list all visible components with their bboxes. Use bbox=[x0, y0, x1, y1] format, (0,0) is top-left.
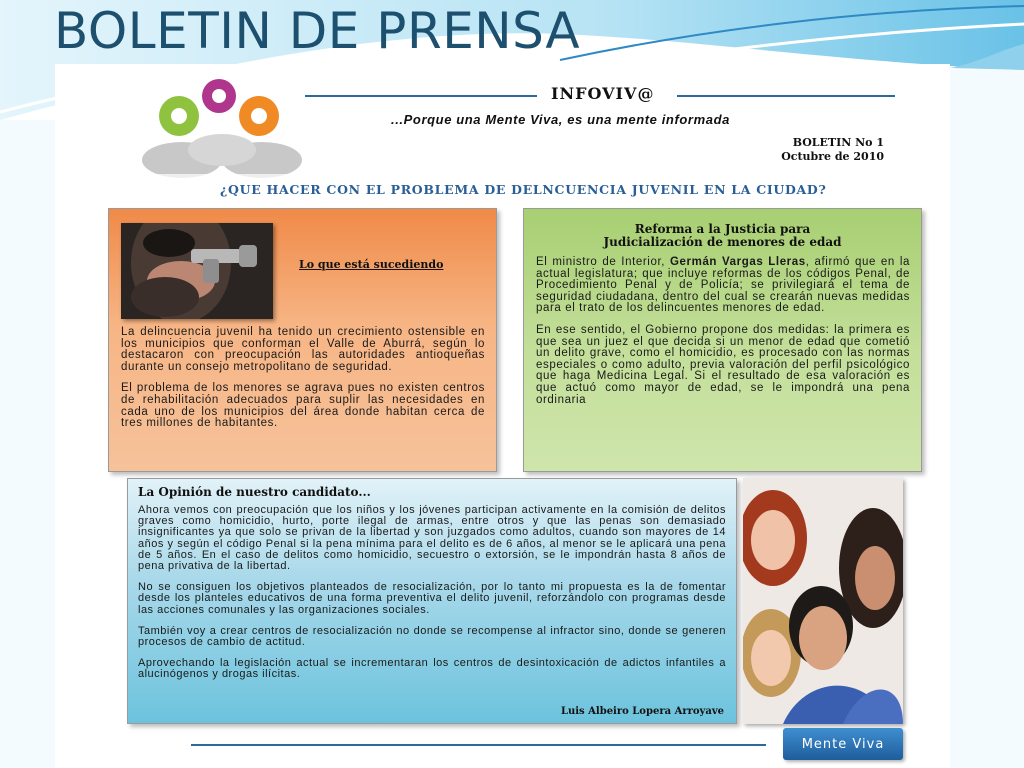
green-article-box bbox=[523, 208, 922, 472]
footer-rule bbox=[191, 744, 766, 746]
newsletter-page bbox=[55, 64, 950, 768]
green-body bbox=[536, 257, 910, 406]
opinion-paragraph-4: Aprovechando la legislación actual se incrementaran los centros de desintoxicación de adictos infantiles a alucinógenos y drogas ilícitas. bbox=[138, 657, 726, 681]
candidate-signature: Luis Albeiro Lopera Arroyave bbox=[560, 706, 724, 717]
orange-article-box bbox=[108, 208, 497, 472]
green-p1-start: El ministro de Interior, bbox=[536, 256, 670, 268]
infoviva-logo bbox=[127, 78, 317, 188]
header-rule-right bbox=[677, 95, 895, 97]
green-title-line-1: Reforma a la Justicia para bbox=[634, 222, 811, 236]
issue-number: BOLETIN No 1 bbox=[792, 136, 884, 149]
green-title bbox=[524, 223, 921, 249]
gun-photo bbox=[121, 223, 273, 319]
slide-title: BOLETIN DE PRENSA bbox=[54, 2, 581, 60]
candidate-opinion-box bbox=[127, 478, 737, 724]
mente-viva-badge: Mente Viva bbox=[783, 728, 903, 760]
orange-body bbox=[121, 327, 485, 430]
minister-name: Germán Vargas Lleras bbox=[670, 256, 806, 268]
orange-paragraph-1: La delincuencia juvenil ha tenido un crecimiento ostensible en los municipios que conforman el Valle de Aburrá, según lo destacaron con preocupación las autoridades antioqueñas durante un consejo metropolitano de seguridad. bbox=[121, 326, 485, 373]
issue-date: Octubre de 2010 bbox=[781, 150, 884, 163]
green-title-line-2: Judicialización de menores de edad bbox=[603, 235, 842, 249]
candidate-opinion-title: La Opinión de nuestro candidato... bbox=[138, 485, 371, 499]
green-paragraph-2: En ese sentido, el Gobierno propone dos medidas: la primera es que sea un juez el que decida si un menor de edad que cometió un delito grave, como el homicidio, es procesado con las normas especiales o como adulto, previa valoración del perfil psicológico que haga Medicina Legal. Si el resultado de esa valoración es que actuó como mayor de edad, se le impondrá una pena ordinaria bbox=[536, 323, 910, 406]
orange-paragraph-2: El problema de los menores se agrava pues no existen centros de rehabilitación adecuados para suplir las necesidades en cada uno de los municipios del área donde habitan cerca de tres millones de habitantes. bbox=[121, 382, 485, 430]
opinion-paragraph-1: Ahora vemos con preocupación que los niños y los jóvenes participan activamente en la comisión de delitos graves como homicidio, hurto, porte ilegal de armas, entre otros y que las penas son demasiado insignificantes ya que solo se privan de la libertad y son juzgados como adultos, cuando son mayores de 14 años y según el código Penal si la pena mínima para el delito es de 6 años, al menor se le aplicará una pena de 5 años. En el caso de delitos como homicidio, secuestro o extorsión, se le impondrán hasta 8 años de pena privativa de la libertad. bbox=[138, 504, 726, 573]
youth-group-photo bbox=[743, 478, 903, 724]
issue-info bbox=[781, 136, 884, 164]
main-headline: ¿QUE HACER CON EL PROBLEMA DE DELNCUENCIA JUVENIL EN LA CIUDAD? bbox=[220, 182, 827, 197]
orange-subtitle: Lo que está sucediendo bbox=[299, 258, 444, 271]
green-p1-end: , afirmó que en la actual legislatura; que incluye reformas de los códigos Penal, de Procedimiento Penal y de Policía; se privilegiará el tema de seguridad ciudadana, dentro del cual se crearán nuevas medidas para el trato de los delincuentes menores de edad. bbox=[536, 256, 911, 315]
candidate-opinion-body bbox=[138, 505, 726, 691]
green-paragraph-1 bbox=[536, 257, 910, 315]
tagline: ...Porque una Mente Viva, es una mente informada bbox=[391, 112, 730, 127]
opinion-paragraph-3: También voy a crear centros de resocialización no donde se recompense al infractor sino, donde se generen procesos de cambio de actitud. bbox=[138, 624, 726, 649]
opinion-paragraph-2: No se consiguen los objetivos planteados de resocialización, por lo tanto mi propuesta es la de fomentar desde los planteles educativos de una forma preventiva el delito juvenil, reforzándolo con programas desde las acciones comunales y las organizaciones sociales. bbox=[138, 581, 726, 616]
brand-name: INFOVIV@ bbox=[551, 84, 655, 103]
header-rule-left bbox=[305, 95, 537, 97]
